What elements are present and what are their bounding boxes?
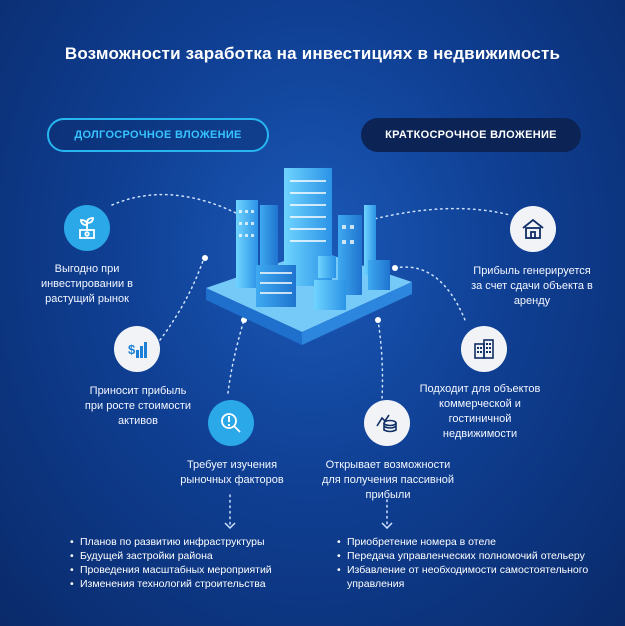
- svg-text:$: $: [128, 342, 136, 357]
- left-item-label: Приносит прибыль при росте стоимости активов: [84, 385, 192, 427]
- coins-growth-icon: [364, 400, 410, 446]
- long-term-pill: ДОЛГОСРОЧНОЕ ВЛОЖЕНИЕ: [47, 118, 269, 152]
- plant-money-icon: [64, 205, 110, 251]
- right-option-list: [337, 535, 607, 591]
- dollar-chart-icon: [114, 326, 160, 372]
- right-item-label: Прибыль генерируется за счет сдачи объекта в аренду: [471, 265, 593, 307]
- magnifier-chart-icon: [208, 400, 254, 446]
- left-item-label: Требует изучения рыночных факторов: [180, 459, 284, 486]
- buildings-icon: [461, 326, 507, 372]
- list-item: • Будущей застройки района: [70, 549, 310, 563]
- list-item: • Изменения технологий строительства: [70, 577, 310, 591]
- left-factor-list: [70, 535, 310, 591]
- left-item-label: Выгодно при инвестировании в растущий рынок: [40, 263, 134, 305]
- page-title: Возможности заработка на инвестициях в недвижимость: [64, 44, 561, 63]
- house-icon: [510, 206, 556, 252]
- list-item: • Избавление от необходимости самостоятельного управления: [337, 563, 607, 591]
- list-item: • Передача управленческих полномочий отельеру: [337, 549, 607, 563]
- city-buildings-illustration: [198, 160, 420, 360]
- list-item: • Приобретение номера в отеле: [337, 535, 607, 549]
- right-item-label: Подходит для объектов коммерческой и гостиничной недвижимости: [419, 383, 541, 440]
- right-item-label: Открывает возможности для получения пассивной прибыли: [321, 459, 455, 501]
- list-item: • Проведения масштабных мероприятий: [70, 563, 310, 577]
- short-term-pill: КРАТКОСРОЧНОЕ ВЛОЖЕНИЕ: [361, 118, 581, 152]
- list-item: • Планов по развитию инфраструктуры: [70, 535, 310, 549]
